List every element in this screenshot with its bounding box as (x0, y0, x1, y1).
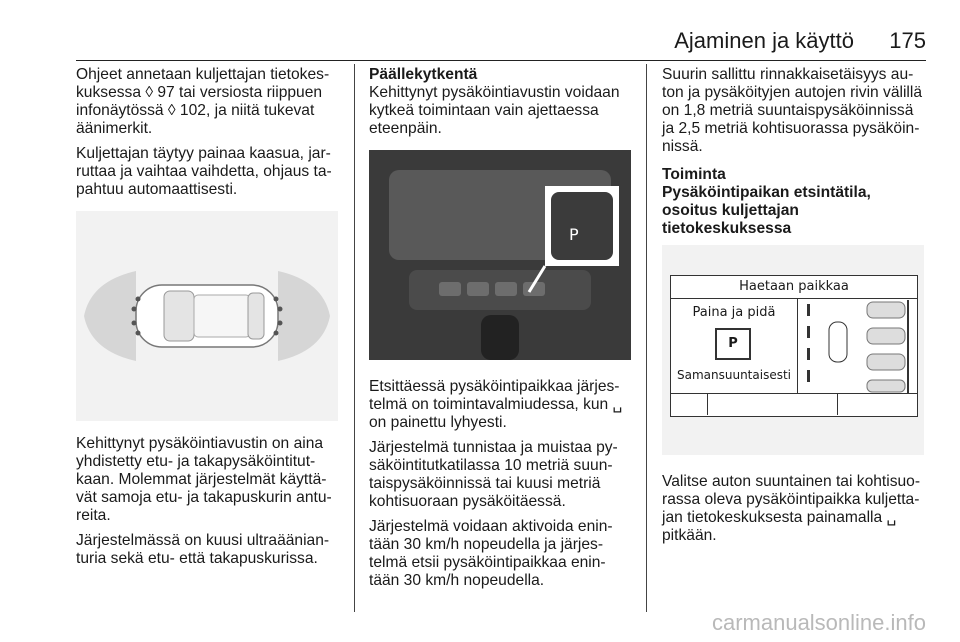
paragraph: Ohjeet annetaan kuljettajan tietokes-kuksessa ◊ 97 tai versiosta riippuen infonäytössä ◊ 102, ja niitä tukevat äänimerkit. (76, 66, 330, 137)
paragraph: Suurin sallittu rinnakkaisetäisyys au-ton ja pysäköityjen autojen rivin välillä on 1,8 metriä suuntaispysäköinnissä ja 2,5 metriä kohtisuorassa pysäköin-nissä. (662, 66, 923, 155)
parking-spaces-diagram (801, 300, 913, 394)
paragraph: Etsittäessä pysäköintipaikkaa järjes-telmä on toimintavalmiudessa, kun ␣ on painettu lyhyesti. (369, 378, 623, 431)
paragraph: Kehittynyt pysäköintiavustin on aina yhdistetty etu- ja takapysäköintitut-kaan. Molemmat järjestelmät käyttä-vät samoja etu- ja takapuskurin antu-reita. (76, 435, 332, 524)
parking-search-display (670, 275, 918, 417)
mode-label: Samansuuntaisesti (676, 368, 791, 382)
car-sensor-diagram (76, 211, 338, 421)
sub-heading: Pysäköintipaikan etsintätila, osoitus kuljettajan tietokeskuksessa (662, 184, 871, 237)
roof (194, 295, 250, 337)
rear-window (248, 293, 264, 339)
column-divider-1 (354, 64, 355, 612)
column-3 (662, 66, 926, 552)
paragraph: Kuljettajan täytyy painaa kaasua, jar-ruttaa ja vaihtaa vaihdetta, ohjaus ta-pahtuu automaattisesti. (76, 145, 332, 198)
driver-info-display-illustration (662, 245, 924, 455)
parking-button-icon: P (715, 328, 751, 360)
windshield (164, 291, 194, 341)
page-number: 175 (889, 28, 926, 53)
section-heading: Toiminta (662, 166, 726, 183)
svg-text:P: P (569, 225, 579, 244)
column-1 (76, 66, 344, 575)
soft-key-divider (837, 393, 838, 415)
header-rule (76, 60, 926, 61)
section-heading: Päällekytkentä (369, 66, 478, 83)
paragraph: Järjestelmä tunnistaa ja muistaa py-säköintitutkatilassa 10 metriä suun-taispysäköinnissä tai kuusi metriä kohtisuoraan pysäköitäessä. (369, 439, 618, 510)
soft-key-divider (707, 393, 708, 415)
page-header (0, 28, 960, 58)
section-title: Ajaminen ja käyttö (674, 28, 854, 53)
column-divider-2 (646, 64, 647, 612)
column-2 (369, 66, 631, 597)
dashboard-button-photo (369, 150, 631, 360)
display-title: Haetaan paikkaa (671, 276, 917, 299)
watermark: carmanualsonline.info (711, 610, 926, 635)
paragraph: Valitse auton suuntainen tai kohtisuo-rassa oleva pysäköintipaikka kuljetta-jan tietokeskuksesta painamalla ␣ pitkään. (662, 473, 921, 544)
paragraph: Kehittynyt pysäköintiavustin voidaan kytkeä toimintaan vain ajettaessa eteenpäin. (369, 84, 620, 137)
dashboard-illustration (369, 150, 631, 360)
rear-sensor-zone (278, 271, 330, 361)
front-sensor-zone (84, 271, 136, 361)
paragraph: Järjestelmässä on kuusi ultraäänian-turia sekä etu- että takapuskurissa. (76, 532, 330, 567)
instruction-label: Paina ja pidä (692, 305, 776, 320)
display-divider (797, 299, 798, 393)
paragraph: Järjestelmä voidaan aktivoida enin-tään 30 km/h nopeudella ja järjes-telmä etsii pysäköintipaikkaa enin-tään 30 km/h nopeudella. (369, 518, 613, 589)
car-sensor-illustration (76, 211, 338, 421)
